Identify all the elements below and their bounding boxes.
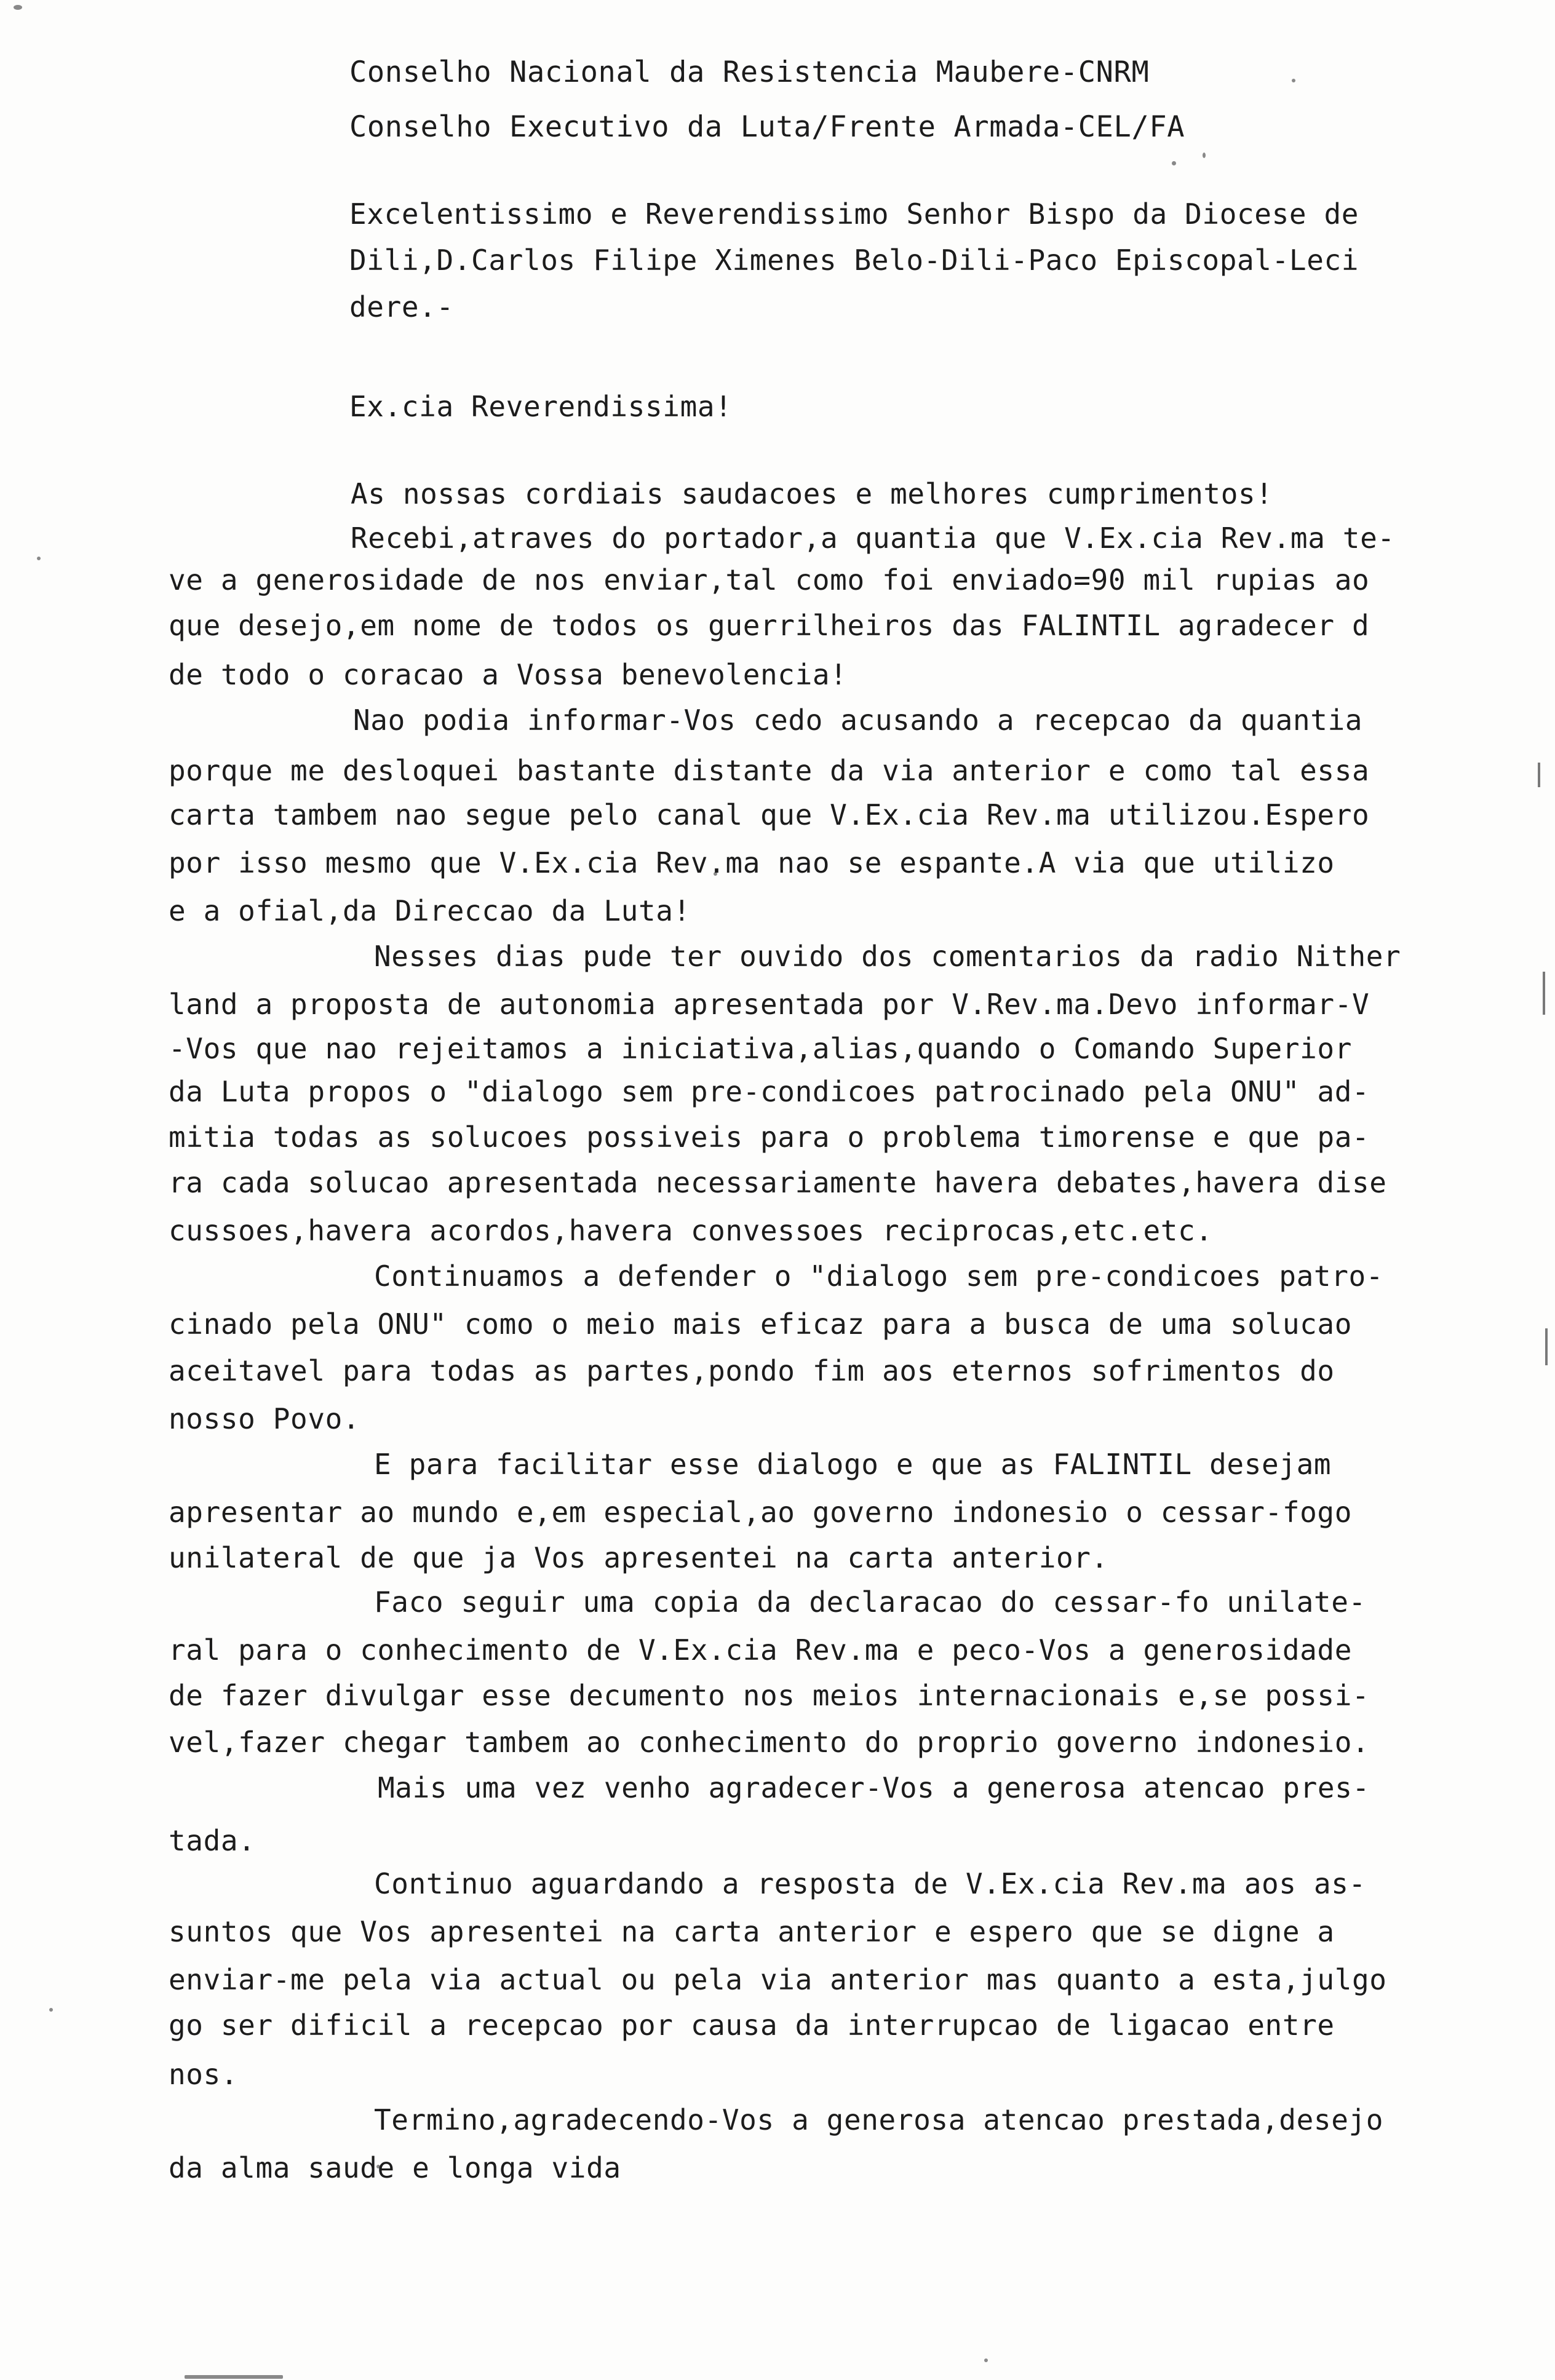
scan-speck	[1203, 153, 1206, 158]
body-line: ral para o conhecimento de V.Ex.cia Rev.ma e peco-Vos a generosidade	[169, 1633, 1353, 1667]
body-line: apresentar ao mundo e,em especial,ao governo indonesio o cessar-fogo	[169, 1496, 1353, 1529]
body-line: porque me desloquei bastante distante da via anterior e como tal essa	[169, 754, 1370, 787]
body-line: carta tambem nao segue pelo canal que V.Ex.cia Rev.ma utilizou.Espero	[169, 798, 1370, 831]
body-line: Mais uma vez venho agradecer-Vos a generosa atencao pres-	[378, 1771, 1370, 1804]
body-line: nos.	[169, 2058, 239, 2091]
scan-speck	[37, 557, 41, 560]
scan-edge-mark	[1543, 972, 1545, 1015]
body-line: enviar-me pela via actual ou pela via anterior mas quanto a esta,julgo	[169, 1963, 1387, 1996]
body-line: Recebi,atraves do portador,a quantia que V.Ex.cia Rev.ma te-	[351, 522, 1395, 555]
letterhead-line-1: Conselho Nacional da Resistencia Maubere-CNRM	[349, 55, 1150, 89]
body-line: de fazer divulgar esse decumento nos meios internacionais e,se possi-	[169, 1679, 1370, 1712]
scan-edge-mark	[1538, 763, 1540, 787]
body-line: go ser dificil a recepcao por causa da interrupcao de ligacao entre	[169, 2009, 1335, 2042]
addressee-line-3: dere.-	[349, 290, 454, 323]
body-line: Nesses dias pude ter ouvido dos comentarios da radio Nither	[374, 940, 1401, 973]
body-line: da alma saude e longa vida	[169, 2151, 621, 2184]
body-line: vel,fazer chegar tambem ao conhecimento do proprio governo indonesio.	[169, 1726, 1370, 1759]
scan-edge-mark	[1545, 1328, 1548, 1365]
body-line: de todo o coracao a Vossa benevolencia!	[169, 658, 848, 691]
body-line: unilateral de que ja Vos apresentei na carta anterior.	[169, 1541, 1108, 1574]
body-line: cinado pela ONU" como o meio mais eficaz para a busca de uma solucao	[169, 1307, 1353, 1341]
scan-speck	[49, 2008, 53, 2012]
body-line: cussoes,havera acordos,havera convessoes reciprocas,etc.etc.	[169, 1214, 1213, 1247]
body-line: land a proposta de autonomia apresentada por V.Rev.ma.Devo informar-V	[169, 988, 1370, 1021]
body-line: e a ofial,da Direccao da Luta!	[169, 894, 691, 927]
scan-speck	[185, 2375, 283, 2379]
body-line: mitia todas as solucoes possiveis para o problema timorense e que pa-	[169, 1121, 1370, 1154]
body-line: E para facilitar esse dialogo e que as FALINTIL desejam	[374, 1448, 1332, 1481]
body-line: tada.	[169, 1824, 256, 1857]
body-line: Continuamos a defender o "dialogo sem pre-condicoes patro-	[374, 1259, 1384, 1293]
body-line: -Vos que nao rejeitamos a iniciativa,alias,quando o Comando Superior	[169, 1032, 1353, 1065]
body-line: por isso mesmo que V.Ex.cia Rev.ma nao se espante.A via que utilizo	[169, 846, 1335, 879]
body-line: aceitavel para todas as partes,pondo fim aos eternos sofrimentos do	[169, 1354, 1335, 1387]
body-line: As nossas cordiais saudacoes e melhores cumprimentos!	[351, 477, 1273, 510]
body-line: ve a generosidade de nos enviar,tal como foi enviado=90 mil rupias ao	[169, 563, 1370, 597]
body-line: suntos que Vos apresentei na carta anterior e espero que se digne a	[169, 1915, 1335, 1948]
body-line: Nao podia informar-Vos cedo acusando a recepcao da quantia	[353, 704, 1363, 737]
body-line: Continuo aguardando a resposta de V.Ex.cia Rev.ma aos as-	[374, 1867, 1366, 1900]
body-line: nosso Povo.	[169, 1402, 360, 1435]
body-line: que desejo,em nome de todos os guerrilheiros das FALINTIL agradecer d	[169, 609, 1370, 642]
addressee-line-2: Dili,D.Carlos Filipe Ximenes Belo-Dili-Paco Episcopal-Leci	[349, 244, 1359, 277]
salutation: Ex.cia Reverendissima!	[349, 390, 733, 423]
body-line: Termino,agradecendo-Vos a generosa atencao prestada,desejo	[374, 2103, 1384, 2136]
addressee-line-1: Excelentissimo e Reverendissimo Senhor Bispo da Diocese de	[349, 197, 1359, 231]
body-line: Faco seguir uma copia da declaracao do cessar-fo unilate-	[374, 1585, 1366, 1619]
scan-speck	[14, 5, 22, 10]
body-line: da Luta propos o "dialogo sem pre-condicoes patrocinado pela ONU" ad-	[169, 1075, 1370, 1108]
scan-speck	[1172, 161, 1176, 165]
letterhead-line-2: Conselho Executivo da Luta/Frente Armada-CEL/FA	[349, 110, 1185, 144]
body-line: ra cada solucao apresentada necessariamente havera debates,havera dise	[169, 1166, 1387, 1199]
scan-speck	[984, 2358, 988, 2362]
scan-speck	[1292, 79, 1295, 82]
